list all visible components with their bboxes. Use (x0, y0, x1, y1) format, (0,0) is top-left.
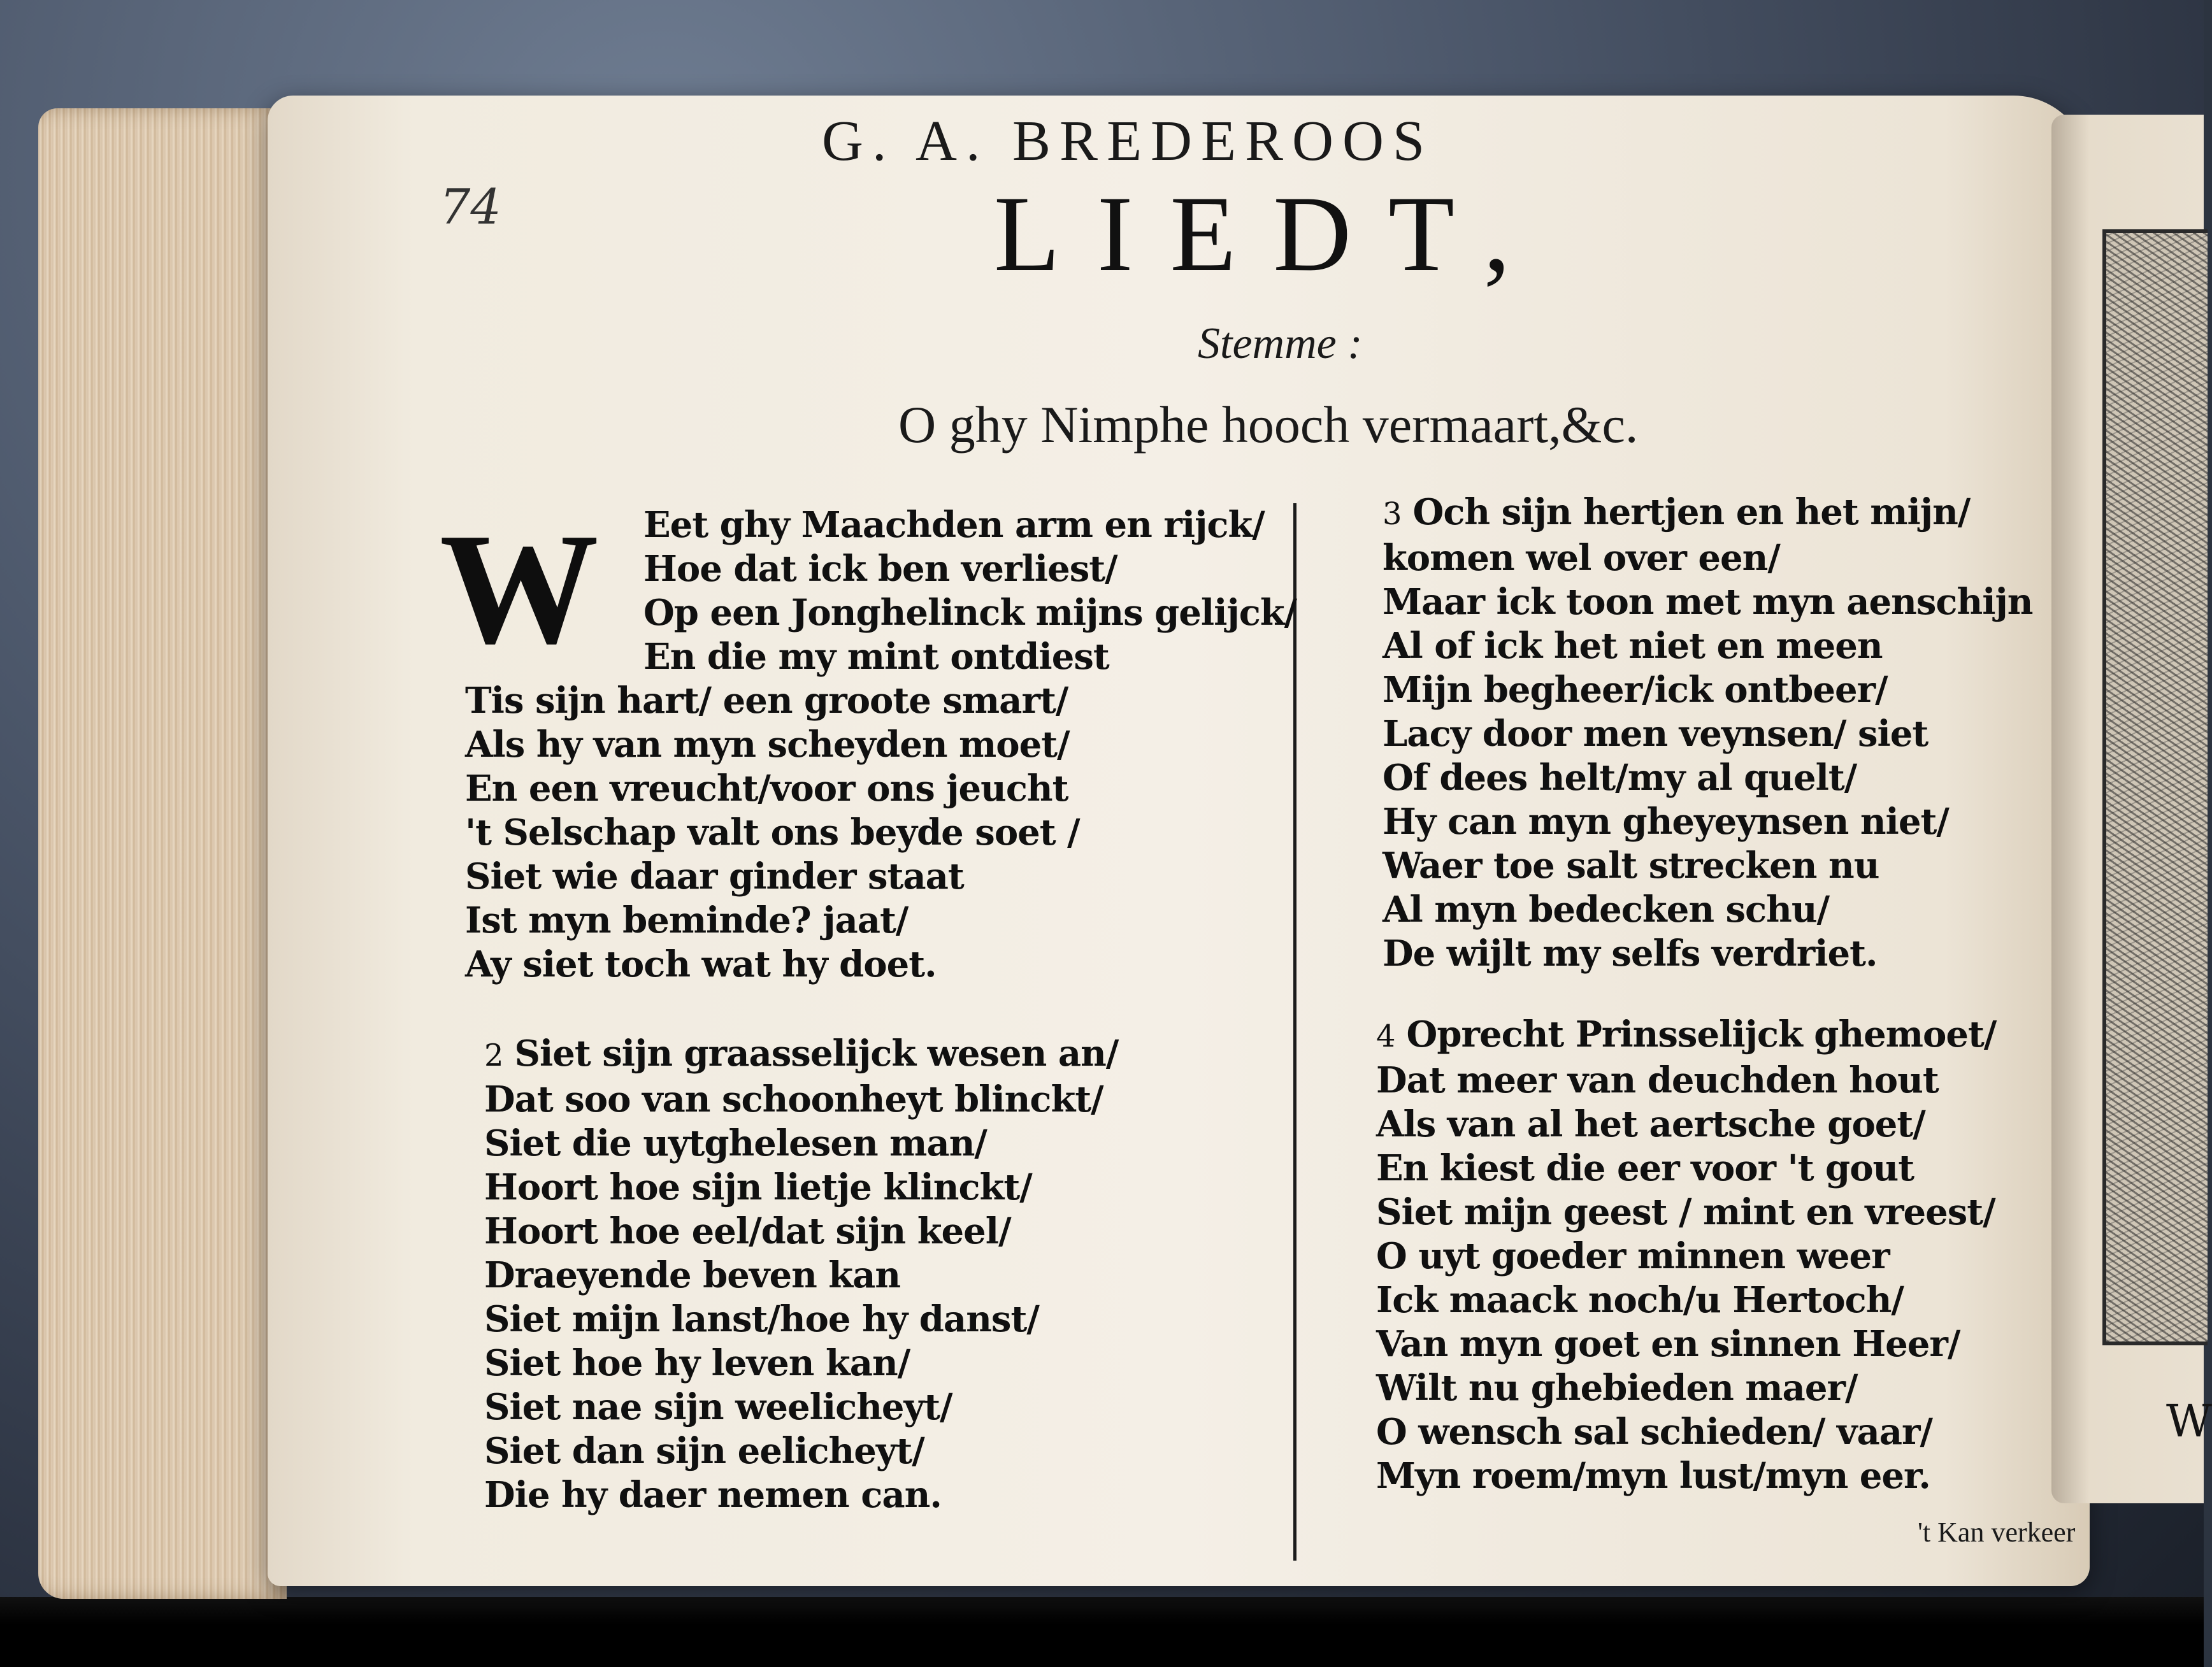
verse-line (1382, 490, 2032, 536)
verse-line: 't Selschap valt ons beyde soet / (465, 812, 1080, 854)
verse-line: Hoort hoe sijn lietje klinckt/ (484, 1166, 1032, 1208)
catchword: 't Kan verkeer (1918, 1517, 2076, 1548)
verse-line: Van myn goet en sinnen Heer/ (1376, 1323, 1960, 1365)
verse-text: Oprecht Prinsselijck ghemoet/ (1406, 1013, 1997, 1055)
table-shadow (0, 1597, 2204, 1667)
verse-line: Siet wie daar ginder staat (465, 855, 964, 898)
verse-line: Hoort hoe eel/dat sijn keel/ (484, 1210, 1011, 1252)
verse-line: En een vreucht/voor ons jeucht (465, 768, 1068, 810)
verse-line: De wijlt my selfs verdriet. (1382, 933, 1878, 975)
verse-line: O uyt goeder minnen weer (1376, 1235, 1890, 1277)
stanza-number: 4 (1376, 1019, 1395, 1054)
running-header: G. A. BREDEROOS (822, 110, 1434, 173)
verse-line: Of dees helt/my al quelt/ (1382, 757, 1857, 799)
page-number: 74 (440, 178, 501, 235)
verse-line: Ick maack noch/u Hertoch/ (1376, 1279, 1904, 1321)
verse-line: Waer toe salt strecken nu (1382, 845, 1879, 887)
verse-line: Eet ghy Maachden arm en rijck/ (643, 504, 1265, 546)
verse-line: Myn roem/myn lust/myn eer. (1376, 1455, 1930, 1497)
verse-line: Die hy daer nemen can. (484, 1474, 942, 1516)
stanza-3 (1382, 490, 2032, 976)
verse-line: Maar ick toon met myn aenschijn (1382, 581, 2033, 623)
verse-line: Al myn bedecken schu/ (1382, 889, 1830, 931)
drop-cap: W (440, 501, 599, 677)
verse-line: Tis sijn hart/ een groote smart/ (465, 680, 1068, 722)
verse-line: Op een Jonghelinck mijns gelijck/ (643, 592, 1297, 634)
verse-line: En die my mint ontdiest (643, 636, 1109, 678)
stanza-2 (484, 1032, 1118, 1517)
page-edges (38, 108, 287, 1599)
next-page-letter: W (2166, 1395, 2212, 1447)
verse-line: Dat meer van deuchden hout (1376, 1059, 1939, 1101)
stanza-number: 3 (1382, 496, 1402, 532)
verse-line: komen wel over een/ (1382, 537, 1780, 579)
stanza-1 (465, 679, 1080, 987)
verse-line: Siet mijn lanst/hoe hy danst/ (484, 1298, 1039, 1340)
verse-line: Siet nae sijn weelicheyt/ (484, 1386, 952, 1428)
tune-label: Stemme : (1198, 319, 1363, 368)
verse-line: Siet dan sijn eelicheyt/ (484, 1430, 924, 1472)
stanza-1-opening (643, 503, 1296, 679)
verse-line: En kiest die eer voor 't gout (1376, 1147, 1914, 1189)
verse-line: Dat soo van schoonheyt blinckt/ (484, 1078, 1103, 1120)
verse-line: Ay siet toch wat hy doet. (465, 943, 937, 985)
verse-line: Hy can myn gheyeynsen niet/ (1382, 801, 1949, 843)
verse-line: Lacy door men veynsen/ siet (1382, 713, 1928, 755)
verse-line: Siet mijn geest / mint en vreest/ (1376, 1191, 1995, 1233)
verse-line: O wensch sal schieden/ vaar/ (1376, 1411, 1933, 1453)
stanza-4 (1376, 1013, 1996, 1498)
verse-text: Och sijn hertjen en het mijn/ (1412, 491, 1971, 533)
verse-line: Al of ick het niet en meen (1382, 625, 1883, 667)
engraving-illustration (2102, 229, 2208, 1345)
verse-line: Als hy van myn scheyden moet/ (465, 724, 1070, 766)
verse-line: Mijn begheer/ick ontbeer/ (1382, 669, 1888, 711)
verse-line: Draeyende beven kan (484, 1254, 901, 1296)
stanza-number: 2 (484, 1038, 503, 1073)
verse-text: Siet sijn graasselijck wesen an/ (514, 1033, 1119, 1075)
verse-line (1376, 1013, 1996, 1059)
verse-line: Wilt nu ghebieden maer/ (1376, 1367, 1858, 1409)
tune-name: O ghy Nimphe hooch vermaart,&c. (898, 396, 1639, 454)
verse-line: Hoe dat ick ben verliest/ (643, 548, 1117, 590)
verse-line (484, 1032, 1118, 1078)
verse-line: Siet hoe hy leven kan/ (484, 1342, 910, 1384)
song-title: LIEDT, (994, 174, 1548, 294)
verse-line: Siet die uytghelesen man/ (484, 1122, 987, 1164)
verse-line: Als van al het aertsche goet/ (1376, 1103, 1925, 1145)
verse-line: Ist myn beminde? jaat/ (465, 899, 908, 941)
